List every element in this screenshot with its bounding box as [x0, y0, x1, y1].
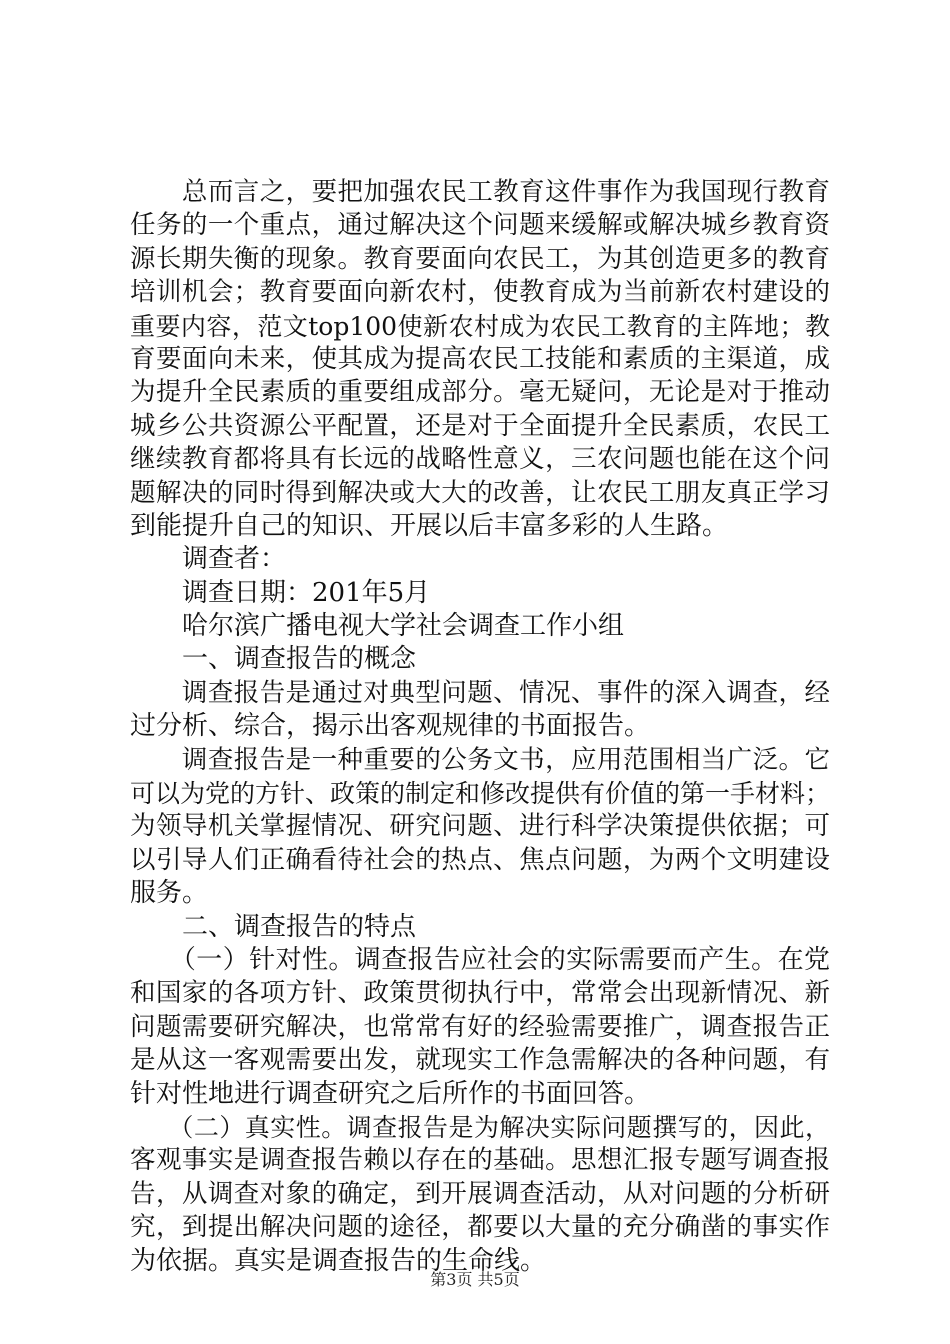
- text-line: 一、调查报告的概念: [130, 644, 417, 675]
- text-line: 问题需要研究解决，也常常有好的经验需要推广，调查报告正: [130, 1011, 830, 1042]
- document-body: [130, 176, 830, 1278]
- text-line: 服务。: [130, 878, 209, 909]
- text-line: 城乡公共资源公平配置，还是对于全面提升全民素质，农民工: [130, 410, 830, 441]
- text-line: 客观事实是调查报告赖以存在的基础。思想汇报专题写调查报: [130, 1145, 830, 1176]
- text-line: （一）针对性。调查报告应社会的实际需要而产生。在党: [130, 944, 830, 975]
- text-line: 总而言之，要把加强农民工教育这件事作为我国现行教育: [130, 177, 830, 207]
- text-line: 可以为党的方针、政策的制定和修改提供有价值的第一手材料；: [130, 779, 831, 809]
- text-line: 是从这一客观需要出发，就现实工作急需解决的各种问题，有: [130, 1045, 830, 1076]
- text-line: 重要内容，范文top100使新农村成为农民工教育的主阵地；教: [130, 311, 830, 341]
- text-line: 告，从调查对象的确定，到开展调查活动，从对问题的分析研: [130, 1178, 830, 1209]
- text-line: 调查报告是通过对典型问题、情况、事件的深入调查，经: [130, 677, 830, 708]
- text-line: 为领导机关掌握情况、研究问题、进行科学决策提供依据；可: [130, 811, 830, 842]
- text-line: 为提升全民素质的重要组成部分。毫无疑问，无论是对于推动: [130, 377, 830, 408]
- text-line: 调查报告是一种重要的公务文书，应用范围相当广泛。它: [130, 744, 830, 775]
- text-line: 和国家的各项方针、政策贯彻执行中，常常会出现新情况、新: [130, 978, 830, 1009]
- text-line: 过分析、综合，揭示出客观规律的书面报告。: [130, 711, 651, 742]
- text-line: 哈尔滨广播电视大学社会调查工作小组: [130, 611, 625, 642]
- text-line: 调查日期：201年5月: [130, 577, 431, 608]
- text-line: 培训机会；教育要面向新农村，使教育成为当前新农村建设的: [130, 277, 830, 308]
- text-line: （二）真实性。调查报告是为解决实际问题撰写的，因此，: [130, 1112, 830, 1142]
- text-line: 源长期失衡的现象。教育要面向农民工，为其创造更多的教育: [130, 243, 830, 274]
- text-line: 二、调查报告的特点: [130, 911, 417, 942]
- page-footer: 第3页 共5页: [430, 1270, 520, 1289]
- text-line: 育要面向未来，使其成为提高农民工技能和素质的主渠道，成: [130, 343, 830, 374]
- text-line: 为依据。真实是调查报告的生命线。: [130, 1245, 547, 1276]
- text-line: 调查者：: [130, 544, 287, 575]
- text-line: 题解决的同时得到解决或大大的改善，让农民工朋友真正学习: [130, 477, 830, 508]
- text-line: 以引导人们正确看待社会的热点、焦点问题，为两个文明建设: [130, 844, 830, 875]
- text-line: 针对性地进行调查研究之后所作的书面回答。: [130, 1078, 651, 1109]
- text-line: 继续教育都将具有长远的战略性意义，三农问题也能在这个问: [130, 444, 830, 475]
- text-line: 到能提升自己的知识、开展以后丰富多彩的人生路。: [130, 510, 729, 541]
- text-line: 究，到提出解决问题的途径，都要以大量的充分确凿的事实作: [130, 1212, 830, 1243]
- text-line: 任务的一个重点，通过解决这个问题来缓解或解决城乡教育资: [130, 210, 830, 241]
